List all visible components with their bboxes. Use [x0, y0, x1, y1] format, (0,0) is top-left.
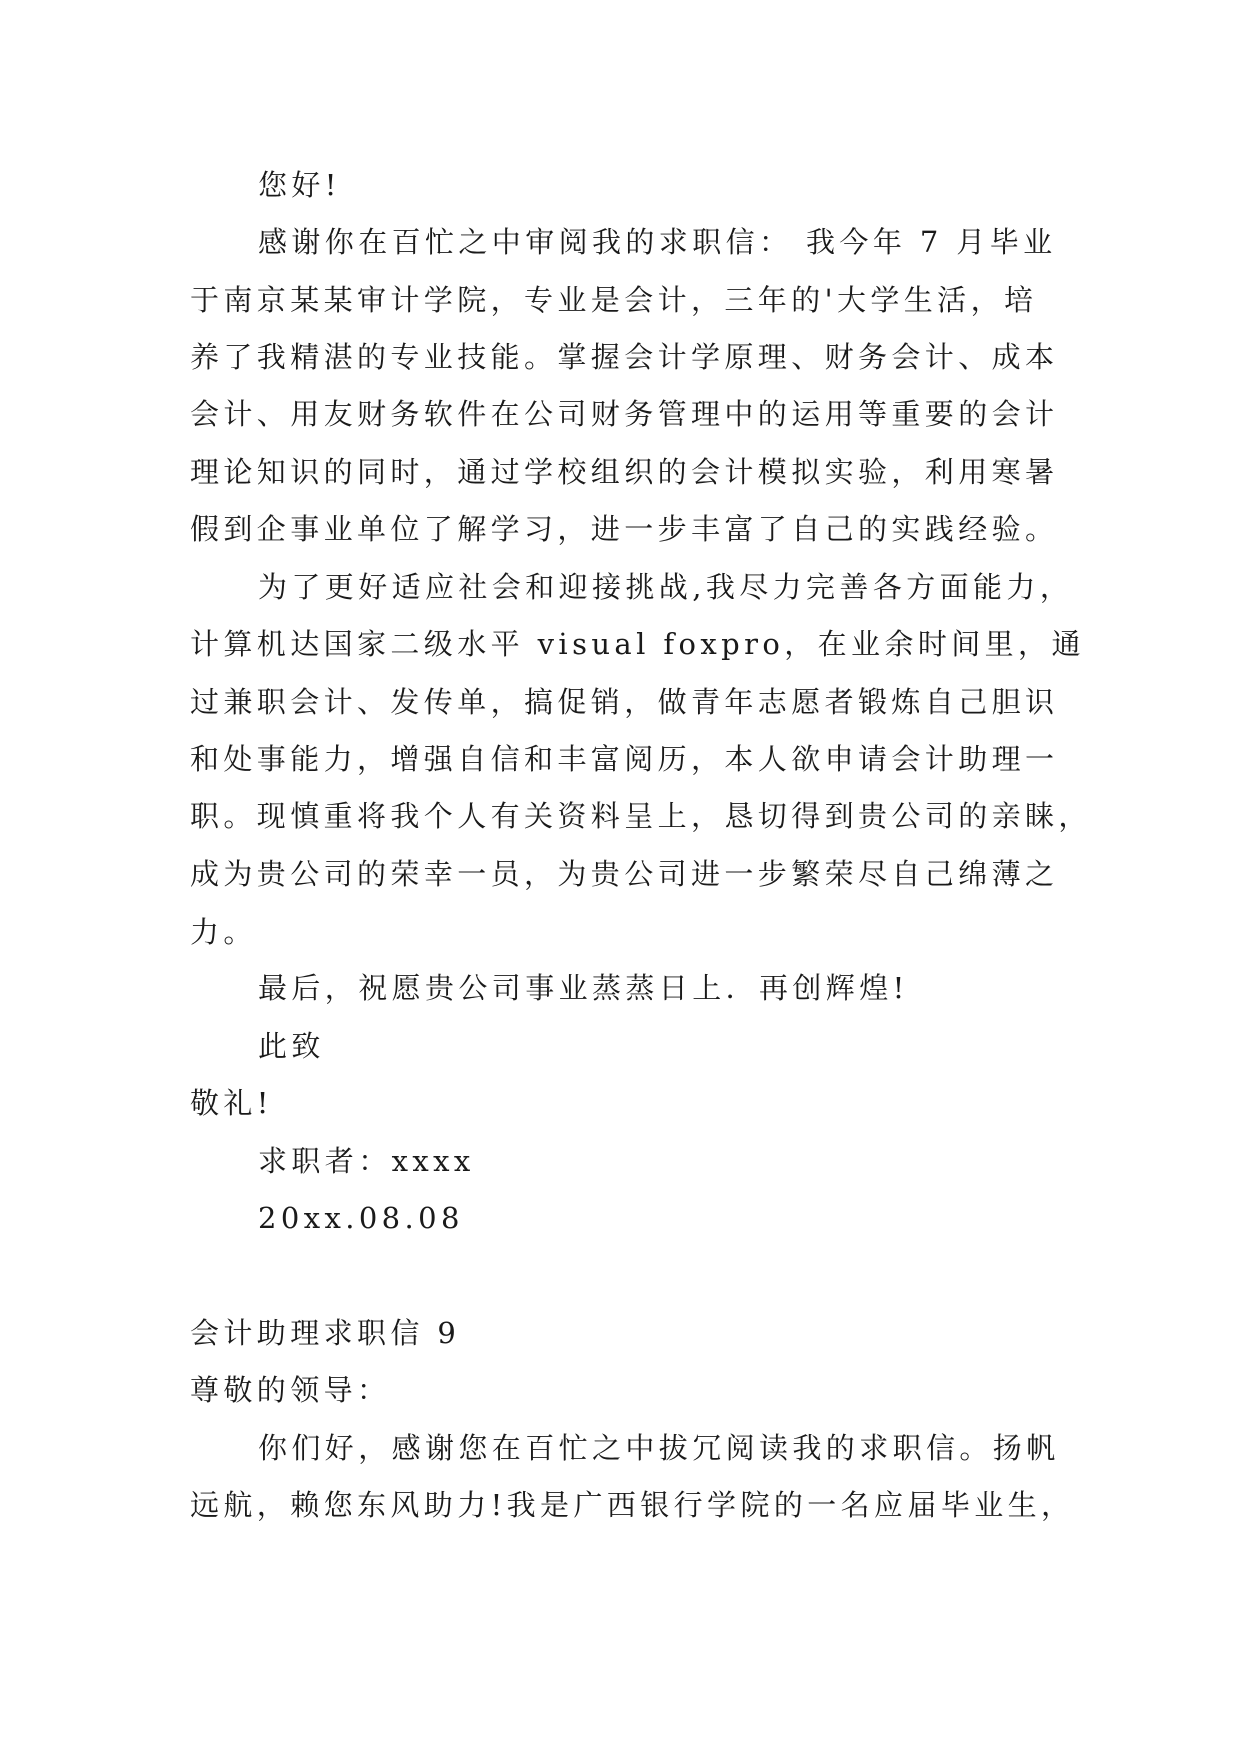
section-title: 会计助理求职信 9 — [190, 1316, 461, 1350]
paragraph-3-line-1: 你们好，感谢您在百忙之中拔冗阅读我的求职信。扬帆 — [258, 1431, 1060, 1465]
closing-wish: 最后，祝愿贵公司事业蒸蒸日上．再创辉煌! — [258, 971, 909, 1005]
paragraph-2-line-4: 和处事能力，增强自信和丰富阅历，本人欲申请会计助理一 — [190, 742, 1059, 776]
salutation: 尊敬的领导： — [190, 1373, 391, 1407]
paragraph-2-line-5: 职。现慎重将我个人有关资料呈上，恳切得到贵公司的亲睐， — [190, 799, 1092, 833]
paragraph-2-line-1: 为了更好适应社会和迎接挑战,我尽力完善各方面能力， — [258, 570, 1074, 604]
paragraph-2-line-2: 计算机达国家二级水平 visual foxpro，在业余时间里，通 — [190, 627, 1085, 661]
paragraph-1-line-2: 于南京某某审计学院，专业是会计，三年的'大学生活，培 — [190, 283, 1038, 317]
paragraph-1-line-4: 会计、用友财务软件在公司财务管理中的运用等重要的会计 — [190, 397, 1059, 431]
greeting: 您好! — [258, 168, 341, 202]
signature: 求职者：xxxx — [258, 1144, 475, 1178]
paragraph-1-line-6: 假到企事业单位了解学习，进一步丰富了自己的实践经验。 — [190, 512, 1059, 546]
paragraph-3-line-2: 远航，赖您东风助力!我是广西银行学院的一名应届毕业生， — [190, 1488, 1075, 1522]
paragraph-2-line-6: 成为贵公司的荣幸一员，为贵公司进一步繁荣尽自己绵薄之 — [190, 857, 1059, 891]
paragraph-2-line-3: 过兼职会计、发传单，搞促销，做青年志愿者锻炼自己胆识 — [190, 685, 1059, 719]
paragraph-1-line-3: 养了我精湛的专业技能。掌握会计学原理、财务会计、成本 — [190, 340, 1059, 374]
paragraph-2-line-7: 力。 — [190, 915, 257, 949]
paragraph-1-line-5: 理论知识的同时，通过学校组织的会计模拟实验，利用寒暑 — [190, 455, 1059, 489]
date: 20xx.08.08 — [258, 1201, 464, 1235]
closing-respectfully: 此致 — [258, 1029, 325, 1063]
paragraph-1-line-1: 感谢你在百忙之中审阅我的求职信： 我今年 7 月毕业 — [258, 225, 1057, 259]
closing-salute: 敬礼! — [190, 1086, 273, 1120]
